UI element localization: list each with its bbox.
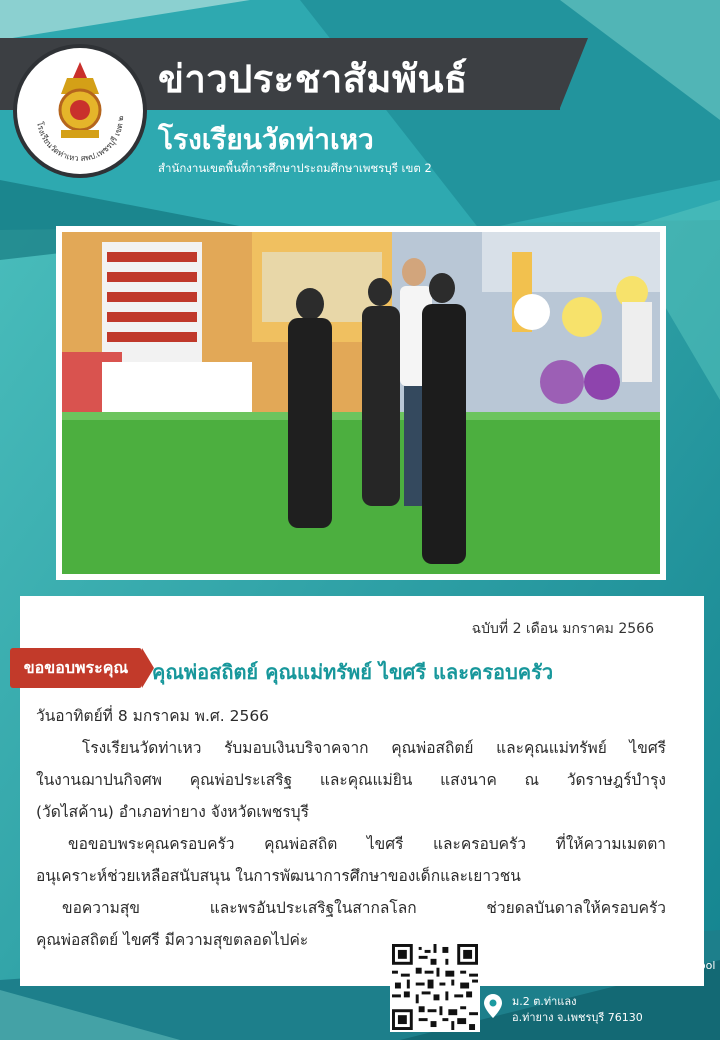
school-logo — [17, 48, 143, 174]
para1-line2: ในงานฌาปนกิจศพ คุณพ่อประเสริฐ และคุณแม่ยิน แสงนาค ณ วัดราษฎร์บำรุง — [36, 771, 666, 789]
school-emblem-icon — [17, 48, 143, 174]
qr-code-icon — [392, 944, 478, 1030]
para3-line2: คุณพ่อสถิตย์ ไขศรี มีความสุขตลอดไปค่ะ — [36, 931, 309, 949]
qr-code[interactable] — [390, 942, 480, 1032]
issue-line: ฉบับที่ 2 เดือน มกราคม 2566 — [471, 621, 654, 637]
para1-line1: โรงเรียนวัดท่าเหว รับมอบเงินบริจาคจาก คุณพ่อสถิตย์ และคุณแม่ทรัพย์ ไขศรี — [82, 739, 666, 757]
address-line2: อ.ท่ายาง จ.เพชรบุรี 76130 — [512, 1011, 643, 1024]
para2-line2: อนุเคราะห์ช่วยเหลือสนับสนุน ในการพัฒนาการศึกษาของเด็กและเยาวชน — [36, 867, 521, 885]
article-date: วันอาทิตย์ที่ 8 มกราคม พ.ศ. 2566 — [36, 707, 270, 725]
facebook-page-name[interactable]: โรงเรียนวัดท่าเหว WAT Tha Hew School — [512, 959, 716, 972]
article-headline: คุณพ่อสถิตย์ คุณแม่ทรัพย์ ไขศรี และครอบครัว — [152, 660, 554, 684]
para3-line1: ขอความสุข และพรอันประเสริฐในสากลโลก ช่วยดลบันดาลให้ครอบครัว — [62, 899, 666, 917]
photo-frame — [56, 226, 666, 580]
office-name: สำนักงานเขตพื้นที่การศึกษาประถมศึกษาเพชรบุรี เขต 2 — [158, 161, 432, 175]
school-name: โรงเรียนวัดท่าเหว — [158, 123, 374, 156]
location-pin-icon — [484, 994, 502, 1018]
event-photo — [62, 232, 660, 574]
address-line1: ม.2 ต.ท่าแลง — [512, 995, 577, 1008]
para1-line3: (วัดไสค้าน) อำเภอท่ายาง จังหวัดเพชรบุรี — [36, 803, 309, 821]
page-title: ข่าวประชาสัมพันธ์ — [158, 57, 468, 101]
article-body — [36, 700, 666, 956]
logo-text: โรงเรียนวัดท่าเหว สพป.เพชรบุรี เขต ๒ — [35, 115, 126, 164]
para2-line1: ขอขอบพระคุณครอบครัว คุณพ่อสถิต ไขศรี และครอบครัว ที่ให้ความเมตตา — [68, 835, 666, 853]
thanks-tag: ขอขอบพระคุณ — [10, 648, 142, 688]
facebook-icon[interactable] — [486, 948, 502, 974]
